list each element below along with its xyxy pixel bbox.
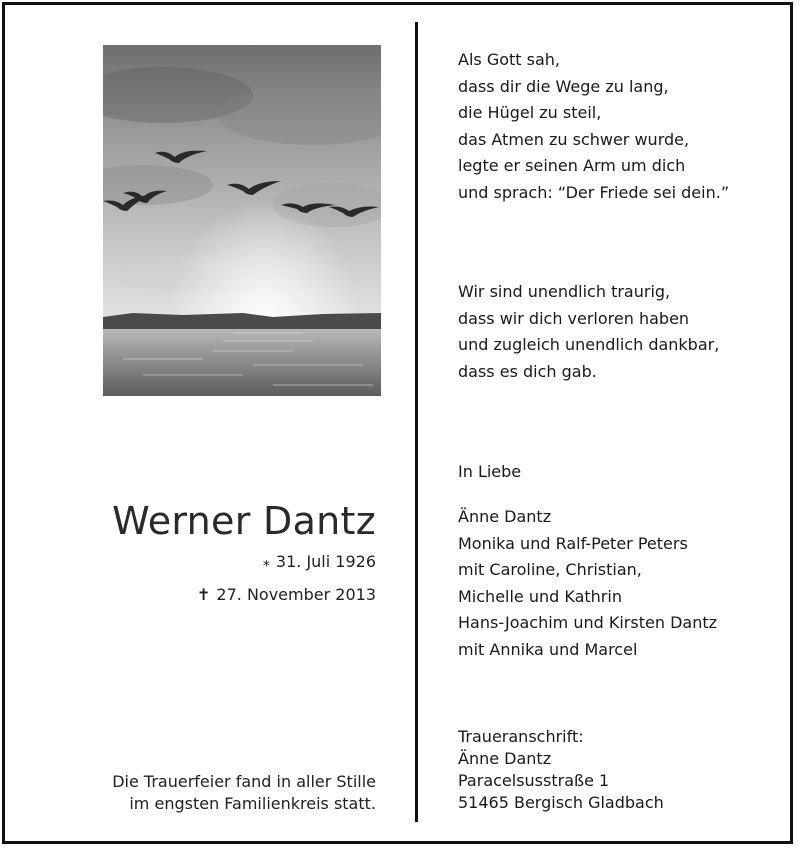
poem-line: und sprach: “Der Friede sei dein.” [458, 182, 730, 202]
verse-line: dass es dich gab. [458, 361, 597, 381]
death-date [197, 585, 376, 604]
family-line: Monika und Ralf-Peter Peters [458, 533, 688, 553]
verse-line: und zugleich unendlich dankbar, [458, 335, 720, 354]
poem-line: legte er seinen Arm um dich [458, 156, 686, 175]
address-line: Traueranschrift: [458, 727, 584, 746]
funeral-note [112, 771, 376, 815]
death-cross-icon: ✝ [197, 585, 211, 604]
birth-date-text: 31. Juli 1926 [275, 552, 376, 571]
poem [458, 47, 729, 206]
address-line: Paracelsusstraße 1 [458, 771, 610, 790]
poem-line: die Hügel zu steil, [458, 103, 602, 122]
column-divider [415, 22, 418, 822]
family-line: mit Annika und Marcel [458, 639, 638, 659]
memorial-photo-geese-over-lake [103, 45, 381, 396]
poem-line: das Atmen zu schwer wurde, [458, 129, 690, 149]
mourning-address [458, 726, 664, 814]
death-date-text: 27. November 2013 [216, 585, 376, 604]
family-line: Änne Dantz [458, 507, 552, 526]
birth-star-icon: ⁎ [262, 554, 270, 570]
funeral-note-line: im engsten Familienkreis statt. [129, 794, 376, 813]
address-line: 51465 Bergisch Gladbach [458, 793, 664, 812]
address-line: Änne Dantz [458, 749, 552, 768]
in-liebe-heading: In Liebe [458, 462, 522, 481]
poem-line: Als Gott sah, [458, 50, 560, 69]
verse-line: dass wir dich verloren haben [458, 308, 690, 328]
mourning-verse [458, 279, 719, 385]
family-list [458, 504, 717, 663]
family-line: Michelle und Kathrin [458, 586, 622, 606]
funeral-note-line: Die Trauerfeier fand in aller Stille [112, 772, 376, 791]
deceased-name: Werner Dantz [112, 499, 376, 543]
birth-date [263, 552, 376, 571]
verse-line: Wir sind unendlich traurig, [458, 282, 671, 301]
family-line: mit Caroline, Christian, [458, 560, 642, 579]
poem-line: dass dir die Wege zu lang, [458, 76, 669, 96]
family-line: Hans-Joachim und Kirsten Dantz [458, 613, 717, 632]
